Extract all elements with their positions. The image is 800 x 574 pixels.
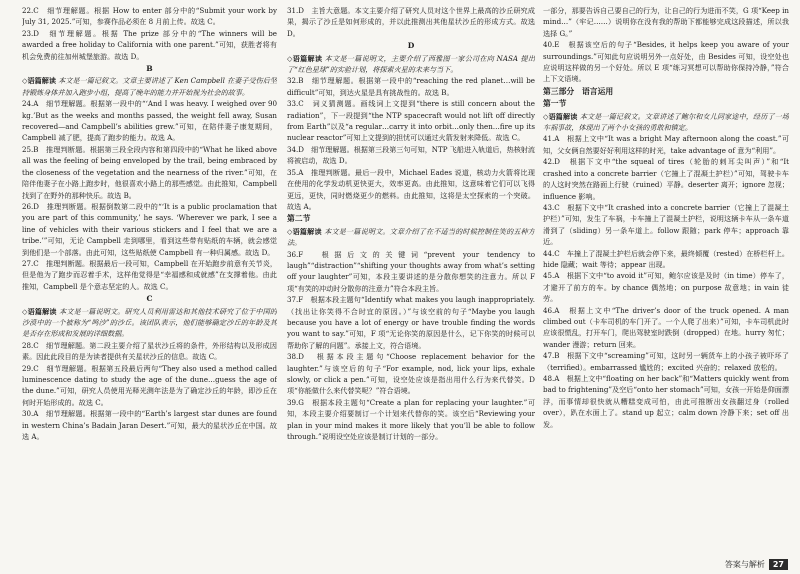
answer-explanation: 34.D 细节理解题。根据第三段第三句可知，NTP 飞船进入轨道后，热核射流将被启动，故选 D。 [287,144,535,166]
answer-explanation: 37.F 根据本段主题句“Identify what makes you laugh inappropriately.（找出让你笑得不合时宜的原因。）”与该空前的句子“Maybe you laugh because you have a lot of energy or have trouble finding the words you want to say.”可知，F 项“无论你笑的原因是什么，记下你笑的时候可以帮助你了解的问题”。承接上文，符合语境。 [287,295,535,350]
answer-explanation: 46.A 根据上文中“The driver’s door of the truck opened. A man climbed out（卡车司机的车门开了。一个人爬了出来）”可知，卡车司机此时应该很慌乱，打开车门，爬出驾驶室时跌倒（dropped）在地。hurry 匆忙；wander 漫游；return 回来。 [543,305,789,349]
column-right [543,5,789,552]
passage-heading: D [407,41,415,51]
answer-explanation: 41.A 根据上文中“It was a bright May afternoon along the coast.”可知，父女俩自然要好好利用这样的时光，take advantage of 意为“利用”。 [543,134,789,155]
column-middle [287,5,535,552]
summary-text: 本文是一篇说明文，主要介绍了西雅图一家公司在向 NASA 提出了“红色星球”的实验计划，将探索火星的未来与当下。 [287,53,535,75]
summary-text: 本文是一篇说明文。研究人员利用雷达和其他技术研究了位于中国的沙漠中的一个被称为“鸣沙”的沙丘。该团队表示，他们能够确定沙丘的年龄及其是否存在形成和发展的详细数据。 [22,306,277,339]
summary-tag: ◇语篇解读 [287,226,322,236]
answer-explanation: 23.D 细节理解题。根据 The prize 部分中的“The winners will be awarded a free holiday to California with one parent.”可知，获胜者将有机会免费前往加州城堡旅游。故选 D。 [22,28,277,61]
answer-explanation: 一部分，那要告诉自己要自己的行为，让自己的行为进而不笑，G 项“Keep in mind…”（牢记……）说明你在没有我的帮助下都能够完成这段描述，所以我选择 G。” [543,6,789,38]
summary-tag: ◇语篇解读 [22,306,57,316]
section-heading: 第三部分 语言运用 [543,86,614,96]
answer-explanation: 39.G 根据本段主题句“Create a plan for replacing your laughter.”可知，本段主要介绍要制订一个计划来代替你的笑。该空后“Reviewing your plan in your mind makes it more likely that you’ll be able to follow through.”说明设空处应该是制订计划的一部分。 [287,397,535,442]
section-heading: 第二节 [287,214,311,224]
summary-tag: ◇语篇解读 [287,53,323,63]
answer-explanation: 26.D 推理判断题。根据倒数第二段中的“‘It is a public proclamation that you are part of this community,’ he says. ‘Wherever we park, I see a line of vehicles with their various stickers and I feel that we are a tribe.’”可知，无论 Campbell 走到哪里，看到这些带有贴纸的车辆，就会感觉到他们是一个部落。由此可知，这些贴纸使 Campbell 有一种归属感。故选 D。 [22,201,277,257]
passage-summary [543,111,789,134]
answer-explanation: 42.D 根据下文中“the squeal of tires（轮胎的刺耳尖叫声）”和“It crashed into a concrete barrier（它撞上了混凝土护栏）”可知，驾驶卡车的人这时突然在路面上行驶（ruined）平静。deserter 离开；ignore 忽视；influence 影响。 [543,157,789,201]
answer-explanation: 22.C 细节理解题。根据 How to enter 部分中的“Submit your work by July 31, 2025.”可知，参赛作品必须在 8 月前上传。故选 C。 [22,6,277,27]
passage-heading: C [146,294,153,304]
answer-explanation: 38.D 根据本段主题句“Choose replacement behavior for the laughter.”与该空后的句子“For example, nod, lick your lips, exhale slowly, or click a pen.”可知，设空处应该是指出用什么行为来代替笑。D 项“你能做什么来代替笑呢？”符合语境。 [287,352,535,396]
answer-explanation: 30.A 细节理解题。根据第一段中的“Earth’s largest star dunes are found in western China’s Badain Jaran Desert.”可知，最大的星状沙丘在中国。故选 A。 [22,409,277,442]
footer-label: 答案与解析 [724,560,765,569]
summary-text: 本文是一篇记叙文。文章主要讲述了 Ken Campbell 在妻子受伤后坚持锻炼身体并加入跑步小组，提高了晚年的能力并开始视为社会的故事。 [22,76,277,97]
summary-tag: ◇语篇解读 [543,111,578,121]
answer-explanation: 48.A 根据上文中“floating on her back”和“Matters quickly went from bad to frightening”及空后“onto her stomach”可知，女孩一开始是仰面漂浮，而事情却很快就从糟糕变成可怕，由此可推断出女孩翻过身（rolled over），趴在水面上了。stand up 起立；calm down 冷静下来；set off 出发。 [543,374,789,429]
answer-explanation: 36.F 根据后文的关键词“prevent your tendency to laugh”“distraction”“shifting your thoughts away from what’s setting off your laughter”可知，本段主要讲述的是分散你想笑的注意力。所以 F 项“有笑的冲动时分散你的注意力”符合本段主旨。 [287,249,535,293]
answer-explanation: 47.B 根据下文中“screaming”可知，这时另一辆货车上的小孩子被吓坏了（terrified）。embarrassed 尴尬的；excited 兴奋的；relaxed 放松的。 [543,351,789,372]
summary-tag: ◇语篇解读 [22,76,56,86]
answer-explanation: 32.B 细节理解题。根据第一段中的“reaching the red planet…will be difficult”可知，到达火星是具有挑战性的。故选 B。 [287,76,535,97]
page-number: 27 [769,559,788,570]
passage-summary [287,226,535,249]
column-left [22,5,277,552]
answer-explanation: 31.D 主旨大意题。本文主要介绍了研究人员对这个世界上最高的沙丘研究成果，揭示了沙丘是如何形成的，并以此推测出其他星状沙丘的形成方式。故选 D。 [287,6,535,38]
answer-explanation: 44.C 车撞上了混凝土护栏后就会停下来，最终倾覆（rested）在桥栏杆上。hide 隐藏；wait 等待；appear 出现。 [543,248,789,269]
answer-explanation: 25.B 推理判断题。根据第三段全段内容和第四段中的“What he liked above all was the feeling of being enveloped by the trail, being embraced by the closeness of the vegetation and the nearness of the river.”可知，在陪伴他妻子在小路上跑步时，他很喜欢小路上的那些感觉。由此推知，Campbell 找到了在野外的那种快乐。故选 B。 [22,144,277,200]
answer-explanation: 24.A 细节理解题。根据第一段中的“‘And I was heavy. I weighed over 90 kg.’But as the weeks and months passed, the weight fell away, Susan recovered—and Campbell’s abilities grew.”可知，在陪伴妻子康复期间，Campbell 减了肥，提高了跑步的能力。故选 A。 [22,99,277,143]
answer-explanation: 43.C 根据下文中“It crashed into a concrete barrier（它撞上了混凝土护栏）”可知，发生了车祸，卡车撞上了混凝土护栏，说明这辆卡车从一条车道滑到了（sliding）另一条车道上。follow 跟随；park 停车；approach 靠近。 [543,202,789,247]
answer-explanation: 29.C 细节理解题。根据第五段最后两句“They also used a method called luminescence dating to study the age of the dune…guess the age of the dune.”可知，研究人员使用光释光测年法是为了确定沙丘的年龄，即沙丘在何时开始形成的。故选 C。 [22,363,277,407]
answer-explanation: 28.C 细节理解题。第二段主要介绍了星状沙丘将的条件，外形结构以及形成因素。因此此段目的是为读者提供有关星状沙丘的信息。故选 C。 [22,340,277,362]
answer-explanation: 27.C 推理判断题。根据最后一段可知，Campbell 在开始跑步前意有关节炎，但是他为了跑步而忍着手术，这样他觉得是“幸福感和成就感”在支撑着他。由此推知，Campbell 是个意志坚定的人。故选 C。 [22,258,277,291]
section-heading: 第一节 [543,99,567,109]
passage-summary [22,75,277,98]
answer-explanation: 45.A 根据下文中“to avoid it”可知，鲍尔应该是及时（in time）停车了，才避开了前方的车。by chance 偶然地；on purpose 故意地；in vain 徒劳。 [543,271,789,304]
passage-heading: B [146,64,153,74]
passage-summary [22,306,277,340]
passage-summary [287,53,535,76]
answer-explanation: 40.E 根据该空后的句子“Besides, it helps keep you aware of your surroundings.”可知此句应说明另外一点好处，由 Besides 可知，设空处也应说明这样做的另一个好处。所以 E 项“练习冥想可以帮助你保持冷静，”符合上下文语境。 [543,40,789,84]
page-footer [725,559,788,570]
summary-text: 本文是一篇说明文。文章介绍了在不适当的时候控制住笑的五种方法。 [287,226,535,248]
answer-explanation: 33.C 词义猜测题。画线词上文提到“there is still concern about the radiation”，下一段提到“the NTP spacecraft would not lift off directly from Earth”以及“a regular…carry it into orbit…only then…fire up its nuclear reactor”可知上文提到的担忧可以通过火箭发射来降低。故选 C。 [287,99,535,143]
answer-explanation: 35.A 推理判断题。最后一段中，Michael Eades 说道，核动力火箭将比现在使用的化学发动机更快更大，效率更高。由此推知，这意味着它们可以飞得更远，更快，同时燃烧更少的燃料。由此推知，这将是太空探索的一个突破。故选 A。 [287,167,535,211]
summary-text: 本文是一篇记叙文。文章讲述了鲍尔和女儿同家途中，经历了一场车祸事故，体现出了两个小女孩的勇敢和镇定。 [543,111,789,133]
